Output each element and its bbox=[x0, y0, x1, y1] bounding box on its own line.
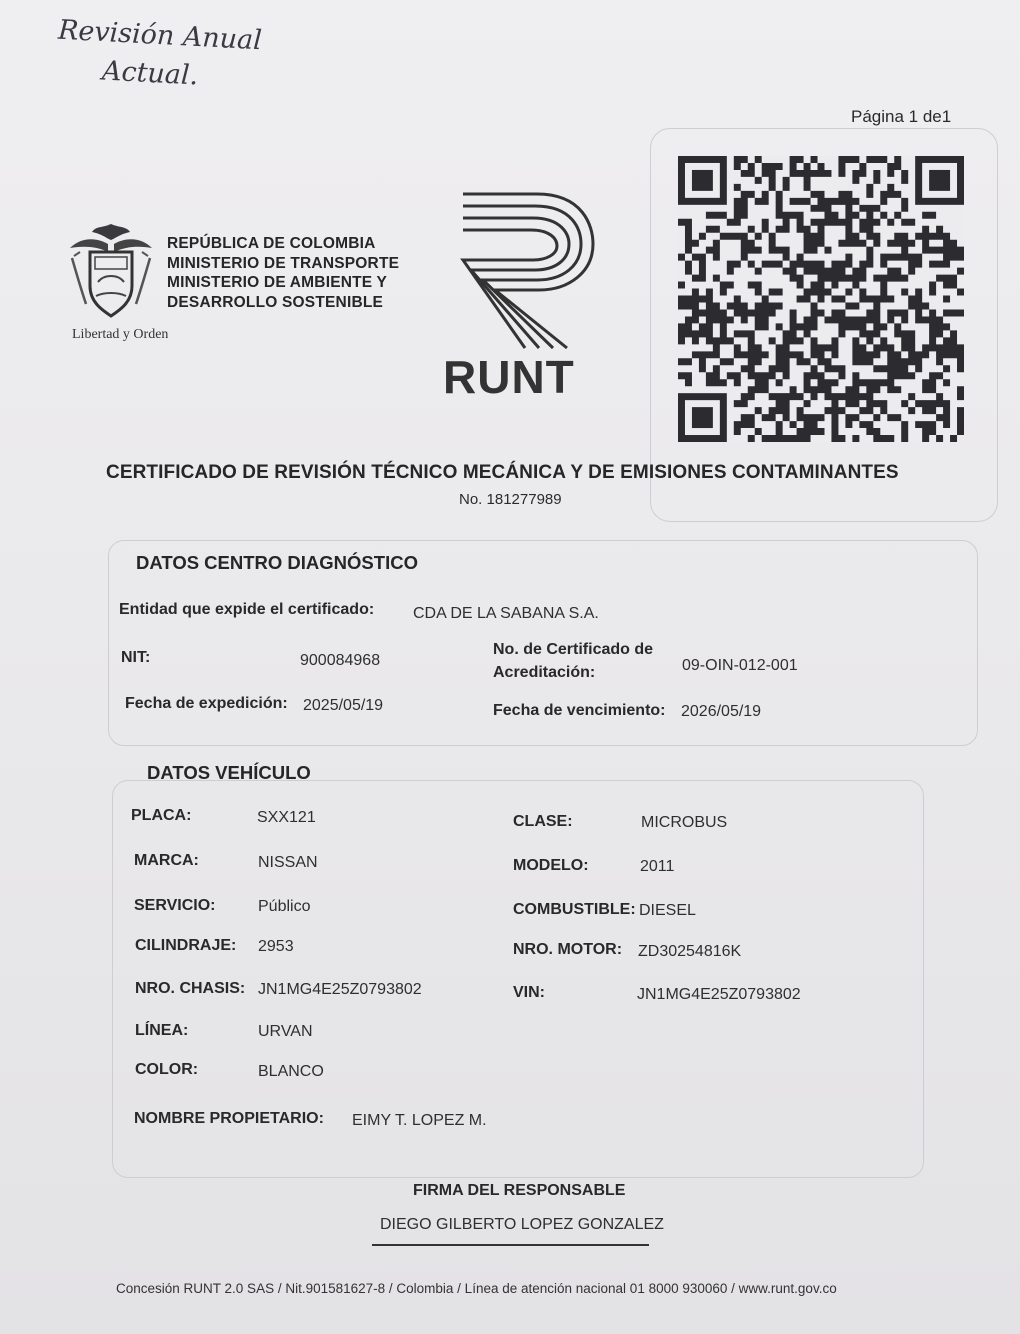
vin-value: JN1MG4E25Z0793802 bbox=[637, 986, 801, 1003]
fuel-label: COMBUSTIBLE: bbox=[513, 901, 636, 918]
chassis-value: JN1MG4E25Z0793802 bbox=[258, 981, 422, 998]
brand-value: NISSAN bbox=[258, 854, 318, 871]
vehicle-heading: DATOS VEHÍCULO bbox=[147, 762, 311, 783]
nit-value: 900084968 bbox=[300, 652, 381, 669]
expiry-date-value: 2026/05/19 bbox=[681, 703, 762, 720]
page-number: Página 1 de1 bbox=[851, 107, 952, 126]
handwritten-note-line2: Actual. bbox=[101, 55, 199, 92]
handwritten-note-line1: Revisión Anual bbox=[57, 14, 263, 57]
signature-heading: FIRMA DEL RESPONSABLE bbox=[413, 1182, 626, 1199]
chassis-label: NRO. CHASIS: bbox=[135, 980, 246, 997]
qr-code bbox=[678, 156, 964, 442]
certificate-number: No. 181277989 bbox=[459, 491, 562, 508]
line-label: LÍNEA: bbox=[135, 1022, 189, 1039]
ministry-line: DESARROLLO SOSTENIBLE bbox=[167, 293, 384, 311]
diagnostic-heading: DATOS CENTRO DIAGNÓSTICO bbox=[136, 552, 418, 573]
coat-of-arms-icon bbox=[62, 222, 160, 322]
engine-number-label: NRO. MOTOR: bbox=[513, 941, 623, 958]
issuer-label: Entidad que expide el certificado: bbox=[119, 601, 375, 618]
fuel-value: DIESEL bbox=[639, 902, 696, 919]
page-title: CERTIFICADO DE REVISIÓN TÉCNICO MECÁNICA Y DE EMISIONES CONTAMINANTES bbox=[106, 462, 899, 483]
accreditation-label-line2: Acreditación: bbox=[493, 664, 596, 681]
ministry-block bbox=[167, 234, 399, 312]
issuer-value: CDA DE LA SABANA S.A. bbox=[413, 605, 599, 622]
vin-label: VIN: bbox=[513, 984, 545, 1001]
motto: Libertad y Orden bbox=[72, 327, 169, 342]
owner-label: NOMBRE PROPIETARIO: bbox=[134, 1110, 324, 1127]
footer: Concesión RUNT 2.0 SAS / Nit.901581627-8 / Colombia / Línea de atención nacional 01 8000 930060 / www.runt.gov.co bbox=[116, 1281, 837, 1296]
brand-label: MARCA: bbox=[134, 852, 199, 869]
signature-name: DIEGO GILBERTO LOPEZ GONZALEZ bbox=[380, 1216, 664, 1233]
signature-line bbox=[372, 1244, 649, 1246]
color-value: BLANCO bbox=[258, 1063, 324, 1080]
plate-label: PLACA: bbox=[131, 807, 192, 824]
displacement-value: 2953 bbox=[258, 938, 294, 955]
service-value: Público bbox=[258, 898, 311, 915]
color-label: COLOR: bbox=[135, 1061, 199, 1078]
ministry-line: MINISTERIO DE AMBIENTE Y bbox=[167, 274, 388, 291]
issue-date-value: 2025/05/19 bbox=[303, 697, 384, 714]
plate-value: SXX121 bbox=[257, 809, 316, 826]
ministry-line: MINISTERIO DE TRANSPORTE bbox=[167, 254, 400, 272]
accreditation-value: 09-OIN-012-001 bbox=[682, 657, 798, 674]
displacement-label: CILINDRAJE: bbox=[135, 937, 237, 954]
model-value: 2011 bbox=[640, 858, 675, 875]
expiry-date-label: Fecha de vencimiento: bbox=[493, 702, 666, 719]
class-label: CLASE: bbox=[513, 813, 573, 830]
service-label: SERVICIO: bbox=[134, 897, 216, 914]
class-value: MICROBUS bbox=[641, 814, 728, 831]
line-value: URVAN bbox=[258, 1023, 313, 1040]
ministry-line: REPÚBLICA DE COLOMBIA bbox=[167, 235, 376, 252]
runt-logo-text: RUNT bbox=[443, 351, 575, 403]
runt-logo-icon bbox=[455, 186, 605, 351]
engine-number-value: ZD30254816K bbox=[638, 943, 742, 960]
issue-date-label: Fecha de expedición: bbox=[125, 695, 288, 712]
model-label: MODELO: bbox=[513, 857, 589, 874]
nit-label: NIT: bbox=[121, 649, 151, 666]
accreditation-label-line1: No. de Certificado de bbox=[493, 641, 654, 658]
owner-value: EIMY T. LOPEZ M. bbox=[352, 1112, 487, 1129]
